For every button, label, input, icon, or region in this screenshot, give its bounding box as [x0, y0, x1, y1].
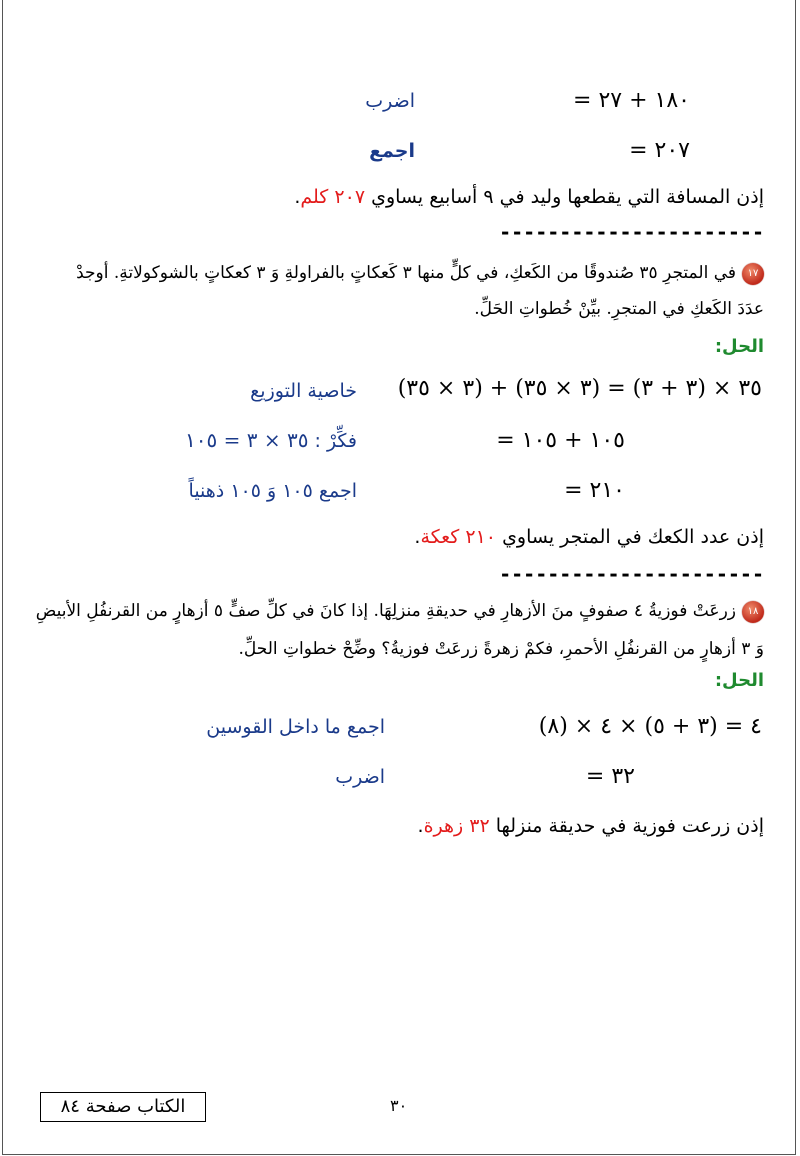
conclusion-1-end: . [294, 186, 301, 208]
conclusion-17-answer: ٢١٠ كعكة [420, 526, 497, 548]
conclusion-1 [294, 186, 764, 208]
question-18-number-badge: ١٨ [742, 601, 764, 623]
calc-line-1: = ١٨٠ + ٢٧ [573, 88, 690, 113]
conclusion-18-text: إذن زرعت فوزية في حديقة منزلها [495, 815, 764, 837]
conclusion-18-answer: ٣٢ زهرة [423, 815, 490, 837]
conclusion-1-answer: ٢٠٧ كلم [300, 186, 366, 208]
q17-step-2-note-label: فكِّرْ : [314, 430, 357, 452]
separator-1: ---------------------- [499, 220, 764, 244]
q17-step-3: = ٢١٠ [564, 478, 625, 503]
question-17-line-1 [76, 258, 764, 288]
question-18-line-2: وَ ٣ أزهارٍ من القرنفُلِ الأحمرِ، فكمْ زهرةً زرعَتْ فوزيةُ؟ وضِّحْ خطواتِ الحلِّ. [238, 639, 764, 659]
conclusion-18-end: . [417, 815, 424, 837]
page-number: ٣٠ [390, 1096, 408, 1115]
q17-step-2: = ١٠٥ + ١٠٥ [496, 428, 625, 453]
question-17-line-2: عدَدَ الكَعكِ في المتجرِ. بيِّنْ خُطواتِ الحَلِّ. [474, 299, 764, 319]
question-17-number-badge: ١٧ [742, 263, 764, 285]
q18-step-1-note: اجمع ما داخل القوسين [206, 716, 385, 738]
q17-step-1-note: خاصية التوزيع [250, 380, 357, 402]
q17-step-3-note: اجمع ١٠٥ وَ ١٠٥ ذهنياً [188, 480, 357, 502]
question-18-line-1 [36, 596, 764, 626]
question-17-text-1: في المتجرِ ٣٥ صُندوقًا من الكَعكِ، في كلٍّ منها ٣ كَعكاتٍ بالفراولةِ وَ ٣ كعكاتٍ بالشوكولاتةِ. أوجدْ [76, 263, 736, 283]
calc-note-1: اضرب [365, 90, 415, 112]
q18-step-1: (٨) × ٤ = (٣ + ٥) × ٤ [538, 714, 762, 739]
conclusion-18 [418, 815, 764, 837]
conclusion-17-text: إذن عدد الكعك في المتجر يساوي [502, 526, 764, 548]
q18-step-2: = ٣٢ [585, 764, 635, 789]
question-18-text-1: زرعَتْ فوزيةُ ٤ صفوفٍ منَ الأزهارِ في حديقةِ منزلِهَا. إذا كانَ في كلِّ صفٍّ ٥ أزهارٍ من القرنفُلِ الأبيضِ [35, 601, 736, 621]
q17-step-2-note [185, 428, 357, 452]
solution-label-18: الحل: [714, 670, 764, 691]
calc-line-2: = ٢٠٧ [629, 138, 690, 163]
calc-note-2: اجمع [369, 140, 415, 162]
solution-label-17: الحل: [714, 336, 764, 357]
q18-step-2-note: اضرب [335, 766, 385, 788]
conclusion-1-text: إذن المسافة التي يقطعها وليد في ٩ أسابيع يساوي [371, 186, 764, 208]
q17-step-2-note-expr: ٣٥ × ٣ = ١٠٥ [185, 428, 309, 452]
conclusion-17-end: . [414, 526, 421, 548]
q17-step-1: (٣ × ٣٥) + (٣ × ٣٥) = (٣ + ٣) × ٣٥ [397, 376, 762, 401]
conclusion-17 [414, 526, 764, 548]
book-page-reference: الكتاب صفحة ٨٤ [40, 1092, 206, 1122]
separator-2: ---------------------- [499, 562, 764, 586]
